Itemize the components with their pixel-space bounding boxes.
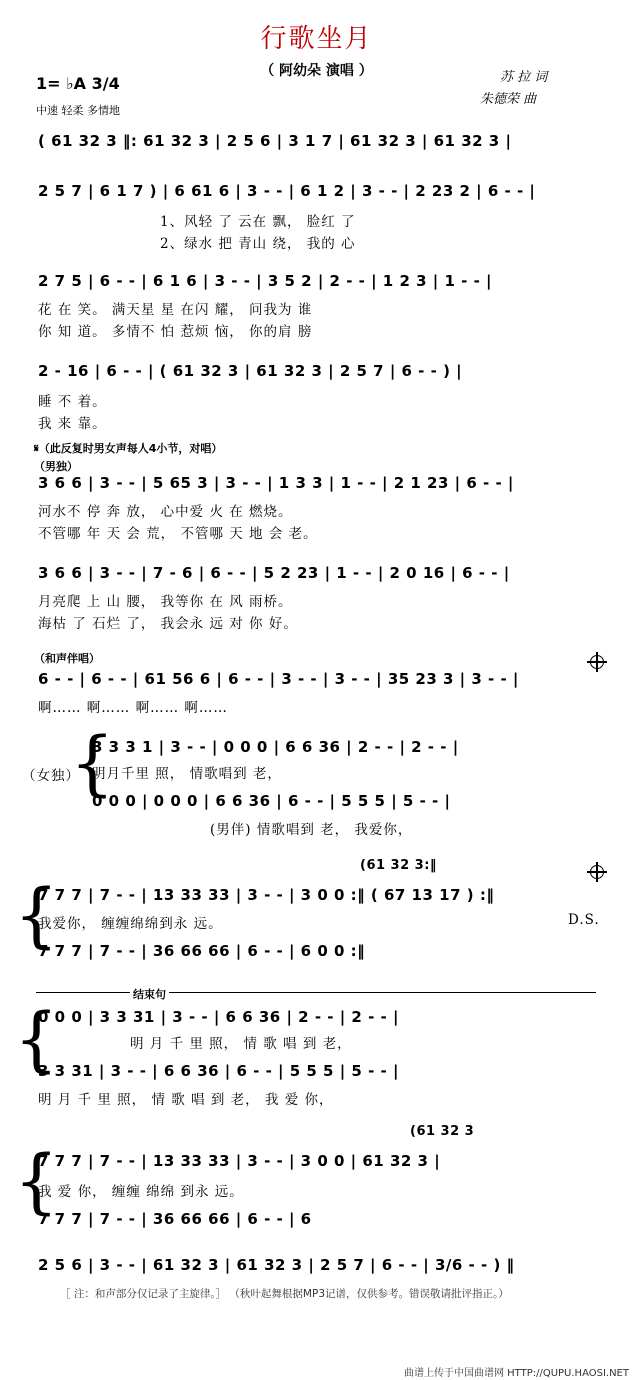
brace-3: {	[14, 998, 59, 1080]
lyric-line-10: 我爱你， 缠缠绵绵到永 远。	[38, 916, 223, 932]
lyric-line-2b: 2、绿水 把 青山 绕， 我的 心	[160, 236, 356, 252]
score-line-3: 2 7 5 | 6 - - | 6 1 6 | 3 - - | 3 5 2 | 2 - - | 1 2 3 | 1 - - |	[38, 272, 493, 290]
score-line-13: 3 3 31 | 3 - - | 6 6 36 | 6 - - | 5 5 5 | 5 - - |	[38, 1062, 399, 1080]
chorus-label: （和声伴唱）	[34, 652, 100, 665]
score-line-1: ( 61 32 3 ‖: 61 32 3 | 2 5 6 | 3 1 7 | 61 32 3 | 61 32 3 |	[38, 132, 512, 150]
score-line-9: 0 0 0 | 0 0 0 | 6 6 36 | 6 - - | 5 5 5 | 5 - - |	[92, 792, 451, 810]
lyric-line-12: 明 月 千 里 照， 情 歌 唱 到 老，	[130, 1036, 352, 1052]
song-title: 行歌坐月	[260, 24, 373, 54]
lyric-line-7: 啊…… 啊…… 啊…… 啊……	[38, 700, 228, 716]
lyricist-credit: 苏 拉 词	[500, 70, 548, 85]
score-line-7: 6 - - | 6 - - | 61 56 6 | 6 - - | 3 - - | 3 - - | 35 23 3 | 3 - - |	[38, 670, 519, 688]
lyric-line-2a: 1、风轻 了 云在 飘， 脸红 了	[160, 214, 356, 230]
lyric-line-6b: 海枯 了 石烂 了， 我会永 远 对 你 好。	[38, 616, 298, 632]
lyric-line-14: 我 爱 你， 缠缠 绵绵 到永 远。	[38, 1184, 244, 1200]
score-line-15: 7 7 7 | 7 - - | 36 66 66 | 6 - - | 6	[38, 1210, 312, 1228]
lyric-line-13: 明 月 千 里 照， 情 歌 唱 到 老， 我 爱 你，	[38, 1092, 334, 1108]
score-line-2: 2 5 7 | 6 1 7 ) | 6 61 6 | 3 - - | 6 1 2 | 3 - - | 2 23 2 | 6 - - |	[38, 182, 536, 200]
score-line-4: 2 - 16 | 6 - - | ( 61 32 3 | 61 32 3 | 2 5 7 | 6 - - ) |	[38, 362, 463, 380]
coda-icon	[590, 655, 604, 669]
brace-1: {	[70, 722, 115, 804]
ending-paren: (61 32 3	[410, 1124, 475, 1139]
lyric-line-5b: 不管哪 年 天 会 荒， 不管哪 天 地 会 老。	[38, 526, 318, 542]
singer-subtitle: （ 阿幼朵 演唱 ）	[260, 63, 373, 79]
composer-credit: 朱德荣 曲	[480, 92, 537, 107]
lyric-line-3b: 你 知 道。 多情不 怕 惹烦 恼， 你的肩 膀	[38, 324, 313, 340]
watermark: 曲谱上传于中国曲谱网 HTTP://QUPU.HAOSI.NET	[403, 1368, 629, 1379]
ending-label: 结束句	[130, 986, 169, 1002]
lyric-line-4a: 睡 不 着。	[38, 394, 107, 410]
lyric-line-3a: 花 在 笑。 满天星 星 在闪 耀， 问我为 谁	[38, 302, 313, 318]
score-line-12: 0 0 0 | 3 3 31 | 3 - - | 6 6 36 | 2 - - | 2 - - |	[38, 1008, 399, 1026]
lyric-line-6a: 月亮爬 上 山 腰， 我等你 在 风 雨桥。	[38, 594, 293, 610]
lyric-line-4b: 我 来 靠。	[38, 416, 107, 432]
brace-2: {	[14, 874, 59, 956]
score-line-16: 2 5 6 | 3 - - | 61 32 3 | 61 32 3 | 2 5 7 | 6 - - | 3/6 - - ) ‖	[38, 1256, 515, 1274]
lyric-line-8: 明月千里 照， 情歌唱到 老，	[92, 766, 282, 782]
score-line-10: 7 7 7 | 7 - - | 13 33 33 | 3 - - | 3 0 0 :‖ ( 67 13 17 ) :‖	[38, 886, 495, 904]
key-signature: 1= ♭A 3/4	[36, 74, 120, 93]
score-line-11: 7 7 7 | 7 - - | 36 66 66 | 6 - - | 6 0 0 :‖	[38, 942, 366, 960]
lyric-line-9: (男伴) 情歌唱到 老， 我爱你，	[210, 822, 413, 838]
ending-bracket	[36, 992, 596, 993]
repeat-paren: (61 32 3:‖	[360, 858, 437, 873]
brace-4: {	[14, 1140, 59, 1222]
ds-marking: D.S.	[568, 912, 600, 928]
score-line-6: 3 6 6 | 3 - - | 7 - 6 | 6 - - | 5 2 23 | 1 - - | 2 0 16 | 6 - - |	[38, 564, 510, 582]
segno-note: 𝄋（此反复时男女声每人4小节，对唱）	[34, 442, 223, 455]
tempo-marking: 中速 轻柔 多情地	[36, 104, 120, 117]
score-line-5: 3 6 6 | 3 - - | 5 65 3 | 3 - - | 1 3 3 | 1 - - | 2 1 23 | 6 - - |	[38, 474, 514, 492]
coda-icon-2	[590, 865, 604, 879]
male-solo-label: （男独）	[34, 460, 78, 473]
score-line-14: 7 7 7 | 7 - - | 13 33 33 | 3 - - | 3 0 0 | 61 32 3 |	[38, 1152, 441, 1170]
footnote: ［ 注：和声部分仅记录了主旋律。］ （秋叶起舞根据MP3记谱，仅供参考。错误敬请批评指正。）	[60, 1288, 509, 1300]
score-line-8: 3 3 3 1 | 3 - - | 0 0 0 | 6 6 36 | 2 - - | 2 - - |	[92, 738, 459, 756]
female-solo-label: （女独）	[22, 768, 80, 784]
lyric-line-5a: 河水不 停 奔 放， 心中爱 火 在 燃烧。	[38, 504, 293, 520]
